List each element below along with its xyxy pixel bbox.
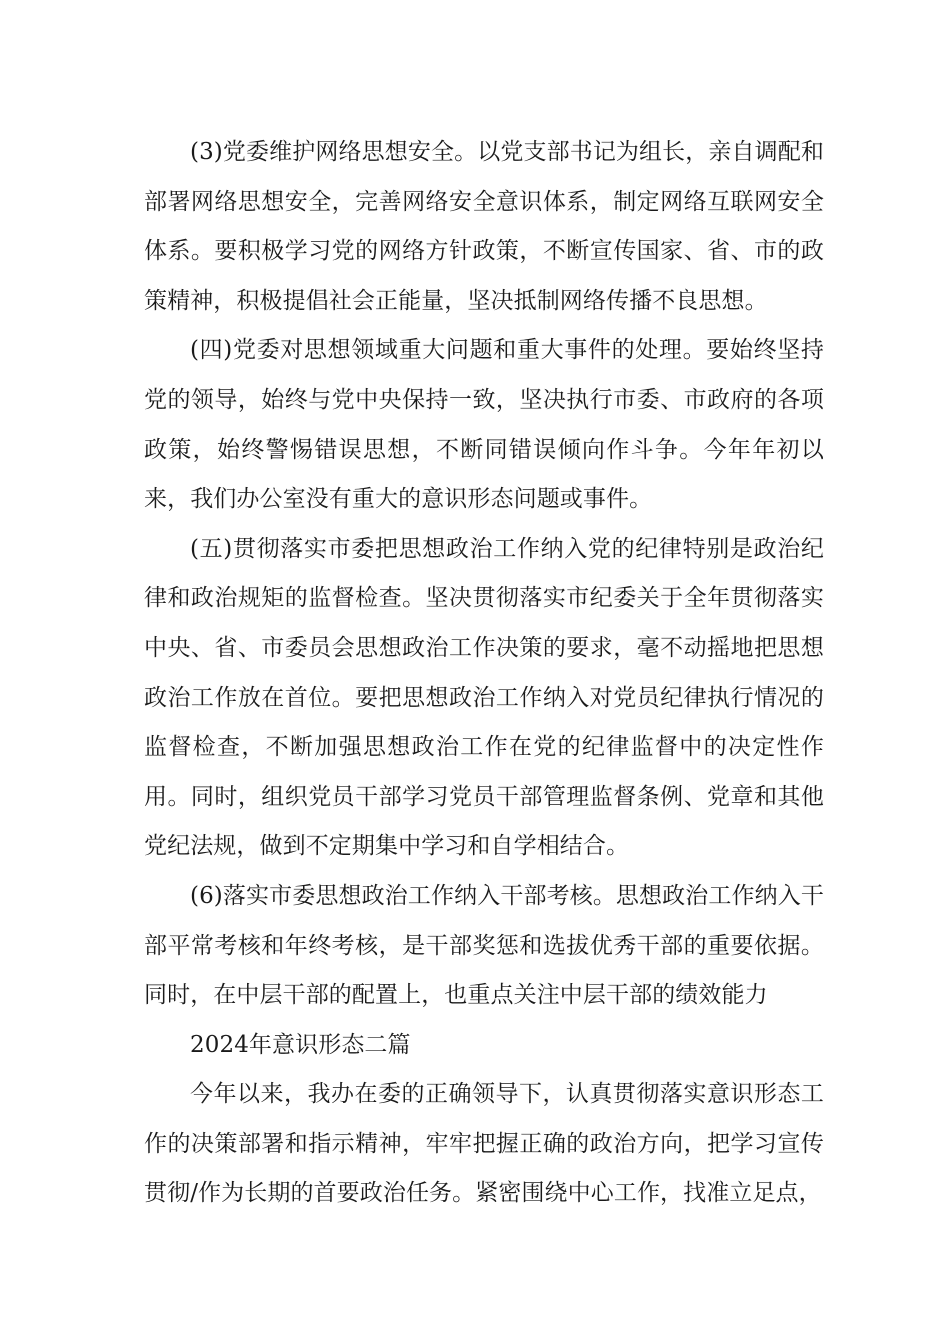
paragraph-cadre-assessment: (6)落实市委思想政治工作纳入干部考核。思想政治工作纳入干部平常考核和年终考核，是干部奖惩和选拔优秀干部的重要依据。同时，在中层干部的配置上，也重点关注中层干部的绩效能力 (144, 882, 824, 1009)
paragraph-intro-second-article: 今年以来，我办在委的正确领导下，认真贯彻落实意识形态工作的决策部署和指示精神，牢牢把握正确的政治方向，把学习宣传贯彻/作为长期的首要政治任务。紧密围绕中心工作，找准立足点， (144, 1081, 824, 1207)
paragraph-network-security: (3)党委维护网络思想安全。以党支部书记为组长，亲自调配和部署网络思想安全，完善网络安全意识体系，制定网络互联网安全体系。要积极学习党的网络方针政策，不断宣传国家、省、市的政策精神，积极提倡社会正能量，坚决抵制网络传播不良思想。 (144, 139, 824, 314)
paragraph-discipline-supervision: (五)贯彻落实市委把思想政治工作纳入党的纪律特别是政治纪律和政治规矩的监督检查。坚决贯彻落实市纪委关于全年贯彻落实中央、省、市委员会思想政治工作决策的要求，毫不动摇地把思想政治工作放在首位。要把思想政治工作纳入对党员纪律执行情况的监督检查，不断加强思想政治工作在党的纪律监督中的决定性作用。同时，组织党员干部学习党员干部管理监督条例、党章和其他党纪法规，做到不定期集中学习和自学相结合。 (144, 535, 824, 860)
paragraph-major-issues: (四)党委对思想领域重大问题和重大事件的处理。要始终坚持党的领导，始终与党中央保持一致，坚决执行市委、市政府的各项政策，始终警惕错误思想，不断同错误倾向作斗争。今年年初以来，我们办公室没有重大的意识形态问题或事件。 (144, 337, 824, 513)
section-subheading: 2024年意识形态二篇 (190, 1031, 411, 1058)
document-body (144, 128, 824, 1219)
